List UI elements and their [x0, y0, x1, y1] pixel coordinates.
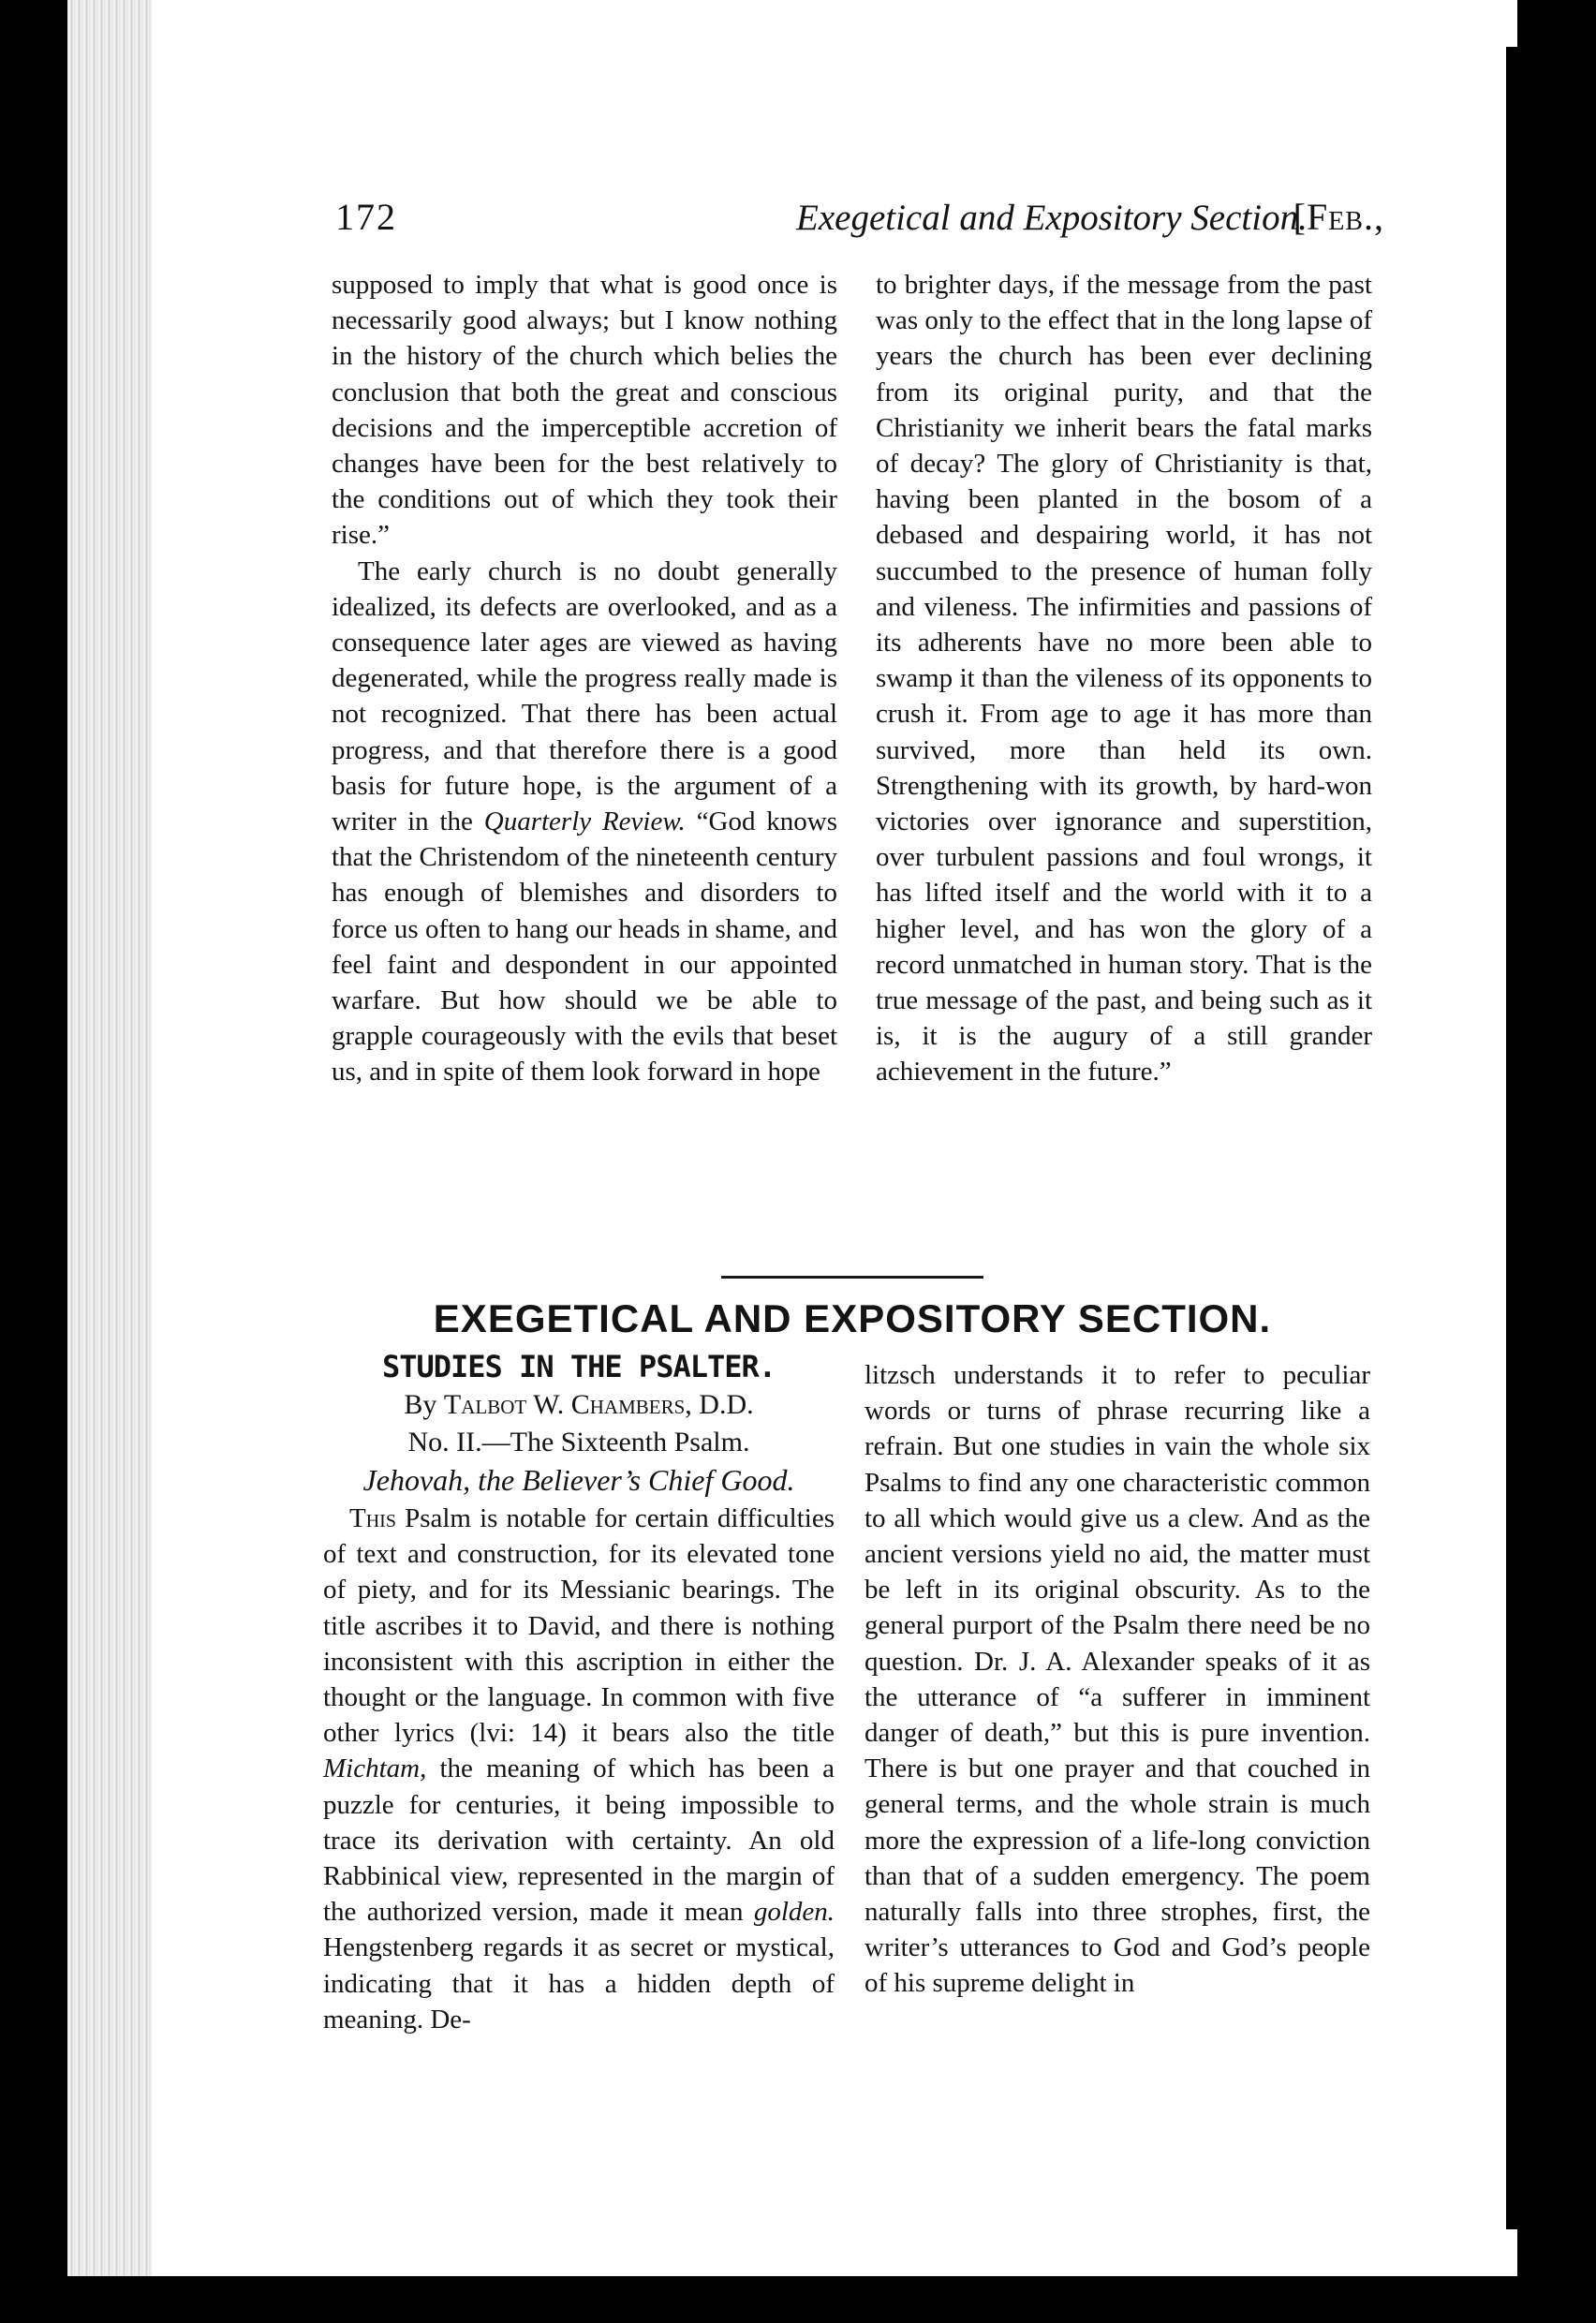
text-run: “God knows that the Christendom of the nineteenth century has enough of blemishes and disorders to force us often to hang our heads in shame, and feel faint and despondent in our appointed warfare. But how should we be able to grapple courageously with the evils that beset us, and in spite of them look forward in hope [332, 806, 838, 1088]
text-run: the meaning of which has been a puzzle for centuries, it being impossible to trace its derivation with certainty. An old Rabbinical view, represented in the margin of the authorized version, made it mean [323, 1753, 835, 1928]
byline-prefix: By [404, 1389, 437, 1420]
article-right-column [864, 1357, 1370, 2002]
text-run: Psalm is notable for certain difficulties of text and construction, for its elevated tone of piety, and for its Messianic bearings. The title ascribes it to David, and there is nothing inconsistent with this ascription in either the thought or the language. In common with five other lyrics (lvi: 14) it bears also the title [323, 1503, 835, 1749]
author-name: Talbot W. Chambers, D.D. [443, 1389, 754, 1420]
top-right-column [876, 267, 1372, 1090]
journal-name: Quarterly Review. [483, 806, 686, 837]
page-header [272, 187, 1405, 255]
month-label: [Feb., [1293, 196, 1384, 238]
section-heading: EXEGETICAL AND EXPOSITORY SECTION. [433, 1296, 1272, 1340]
term-golden: golden. [753, 1897, 835, 1928]
binding-shadow [1506, 47, 1517, 2229]
text-run: The early church is no doubt generally idealized, its defects are overlooked, and as a consequence later ages are viewed as having degenerated, while the progress really made is not recognized. That there has been actual progress, and that therefore there is a good basis for future hope, is the argument of a writer in the [332, 555, 837, 837]
text-run: Hengstenberg regards it as secret or mystical, indicating that it has a hidden depth of meaning. De- [323, 1932, 835, 2034]
paragraph: litzsch understands it to refer to peculiar words or turns of phrase recurring like a refrain. But one studies in vain the whole six Psalms to find any one characteristic common to all which would give us a clew. And as the ancient versions yield no aid, the matter must be left in its original obscurity. As to the general purport of the Psalm there need be no question. Dr. J. A. Alexander speaks of it as the utterance of “a sufferer in imminent danger of death,” but this is pure invention. There is but one prayer and that couched in general terms, and the whole strain is much more the expression of a life-long conviction than that of a sudden emergency. The poem naturally falls into three strophes, first, the writer’s utterances to God and God’s people of his supreme delight in [864, 1360, 1370, 1999]
article-byline [323, 1389, 835, 1421]
first-word: This [349, 1503, 396, 1533]
page-edges [67, 0, 152, 2276]
article-title: STUDIES IN THE PSALTER. [381, 1349, 776, 1384]
article-left-column [323, 1501, 835, 2037]
paragraph: to brighter days, if the message from the past was only to the effect that in the long lapse of years the church has been ever declining from its original purity, and that the Christianity we inherit bears the fatal marks of decay? The glory of Christianity is that, having been planted in the bosom of a debased and despairing world, it has not succumbed to the presence of human folly and vileness. The infirmities and passions of its adherents have no more been able to swamp it than the vileness of its opponents to crush it. From age to age it has more than survived, more than held its own. Strengthening with its growth, by hard-won victories over ignorance and superstition, over turbulent passions and foul wrongs, it has lifted itself and the world with it to a higher level, and has won the glory of a record unmatched in human story. That is the true message of the past, and being such as it is, it is the augury of a still grander achievement in the future.” [876, 270, 1372, 1088]
article-number: No. II.—The Sixteenth Psalm. [407, 1427, 750, 1457]
term-michtam: Michtam, [323, 1753, 427, 1784]
paragraph [323, 1501, 835, 2037]
paragraph: supposed to imply that what is good once is necessarily good always; but I know nothing in the history of the church which belies the conclusion that both the great and conscious decisions and the imperceptible accretion of changes have been for the best relatively to the conditions out of which they took their rise.” [332, 270, 837, 551]
paragraph [332, 554, 837, 1090]
section-divider [721, 1276, 983, 1279]
running-title: Exegetical and Expository Section. [796, 198, 1308, 238]
page-number: 172 [335, 196, 397, 238]
top-left-column [332, 267, 837, 1090]
article-subtitle: Jehovah, the Believer’s Chief Good. [362, 1463, 795, 1497]
